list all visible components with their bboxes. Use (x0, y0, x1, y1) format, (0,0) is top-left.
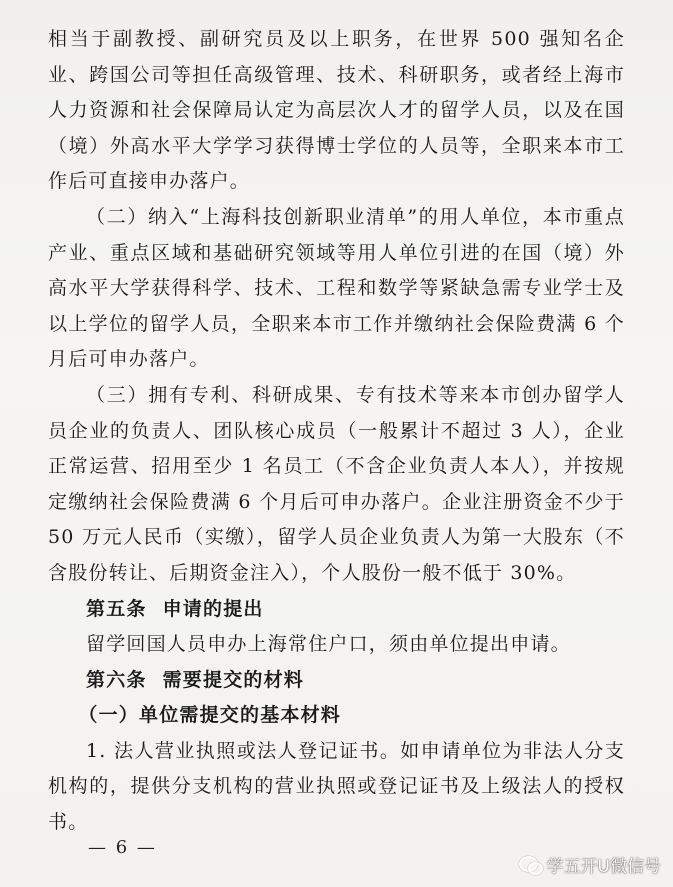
paragraph-2: （二）纳入“上海科技创新职业清单”的用人单位，本市重点产业、重点区域和基础研究领域等用人单位引进的在国（境）外高水平大学获得科学、技术、工程和数学等紧缺急需专业学士及以上学位的留学人员，全职来本市工作并缴纳社会保险费满 6 个月后可申办落户。 (48, 205, 625, 371)
paragraph-5: 1. 法人营业执照或法人登记证书。如申请单位为非法人分支机构的，提供分支机构的营业执照或登记证书及上级法人的授权书。 (48, 739, 625, 834)
article-6-heading (48, 663, 625, 699)
article-6-number: 第六条 (86, 668, 147, 691)
article-5-heading (48, 592, 625, 628)
watermark-text: 学五开U微信号 (546, 857, 661, 877)
paragraph-1: 相当于副教授、副研究员及以上职务，在世界 500 强知名企业、跨国公司等担任高级管理、技术、科研职务，或者经上海市人力资源和社会保障局认定为高层次人才的留学人员，以及在国（境）外高水平大学学习获得博士学位的人员等，全职来本市工作后可直接申办落户。 (48, 28, 625, 193)
article-5-title: 申请的提出 (162, 597, 264, 620)
subheading-basic-materials: （一）单位需提交的基本材料 (78, 704, 341, 727)
paragraph-4: 留学回国人员申办上海常住户口，须由单位提出申请。 (86, 633, 571, 656)
article-5-number: 第五条 (86, 597, 147, 620)
paragraph-3: （三）拥有专利、科研成果、专有技术等来本市创办留学人员企业的负责人、团队核心成员（一般累计不超过 3 人），企业正常运营、招用至少 1 名员工（不含企业负责人本人），并按规定缴纳社会保险费满 6 个月后可申办落户。企业注册资金不少于 50 万元人民币（实缴），留学人员企业负责人为第一大股东（不含股份转让、后期资金注入），个人股份一般不低于 30%。 (48, 383, 625, 584)
watermark (519, 852, 661, 877)
page-number: — 6 — (88, 837, 157, 858)
wechat-icon (519, 856, 541, 874)
article-6-title: 需要提交的材料 (162, 668, 305, 691)
